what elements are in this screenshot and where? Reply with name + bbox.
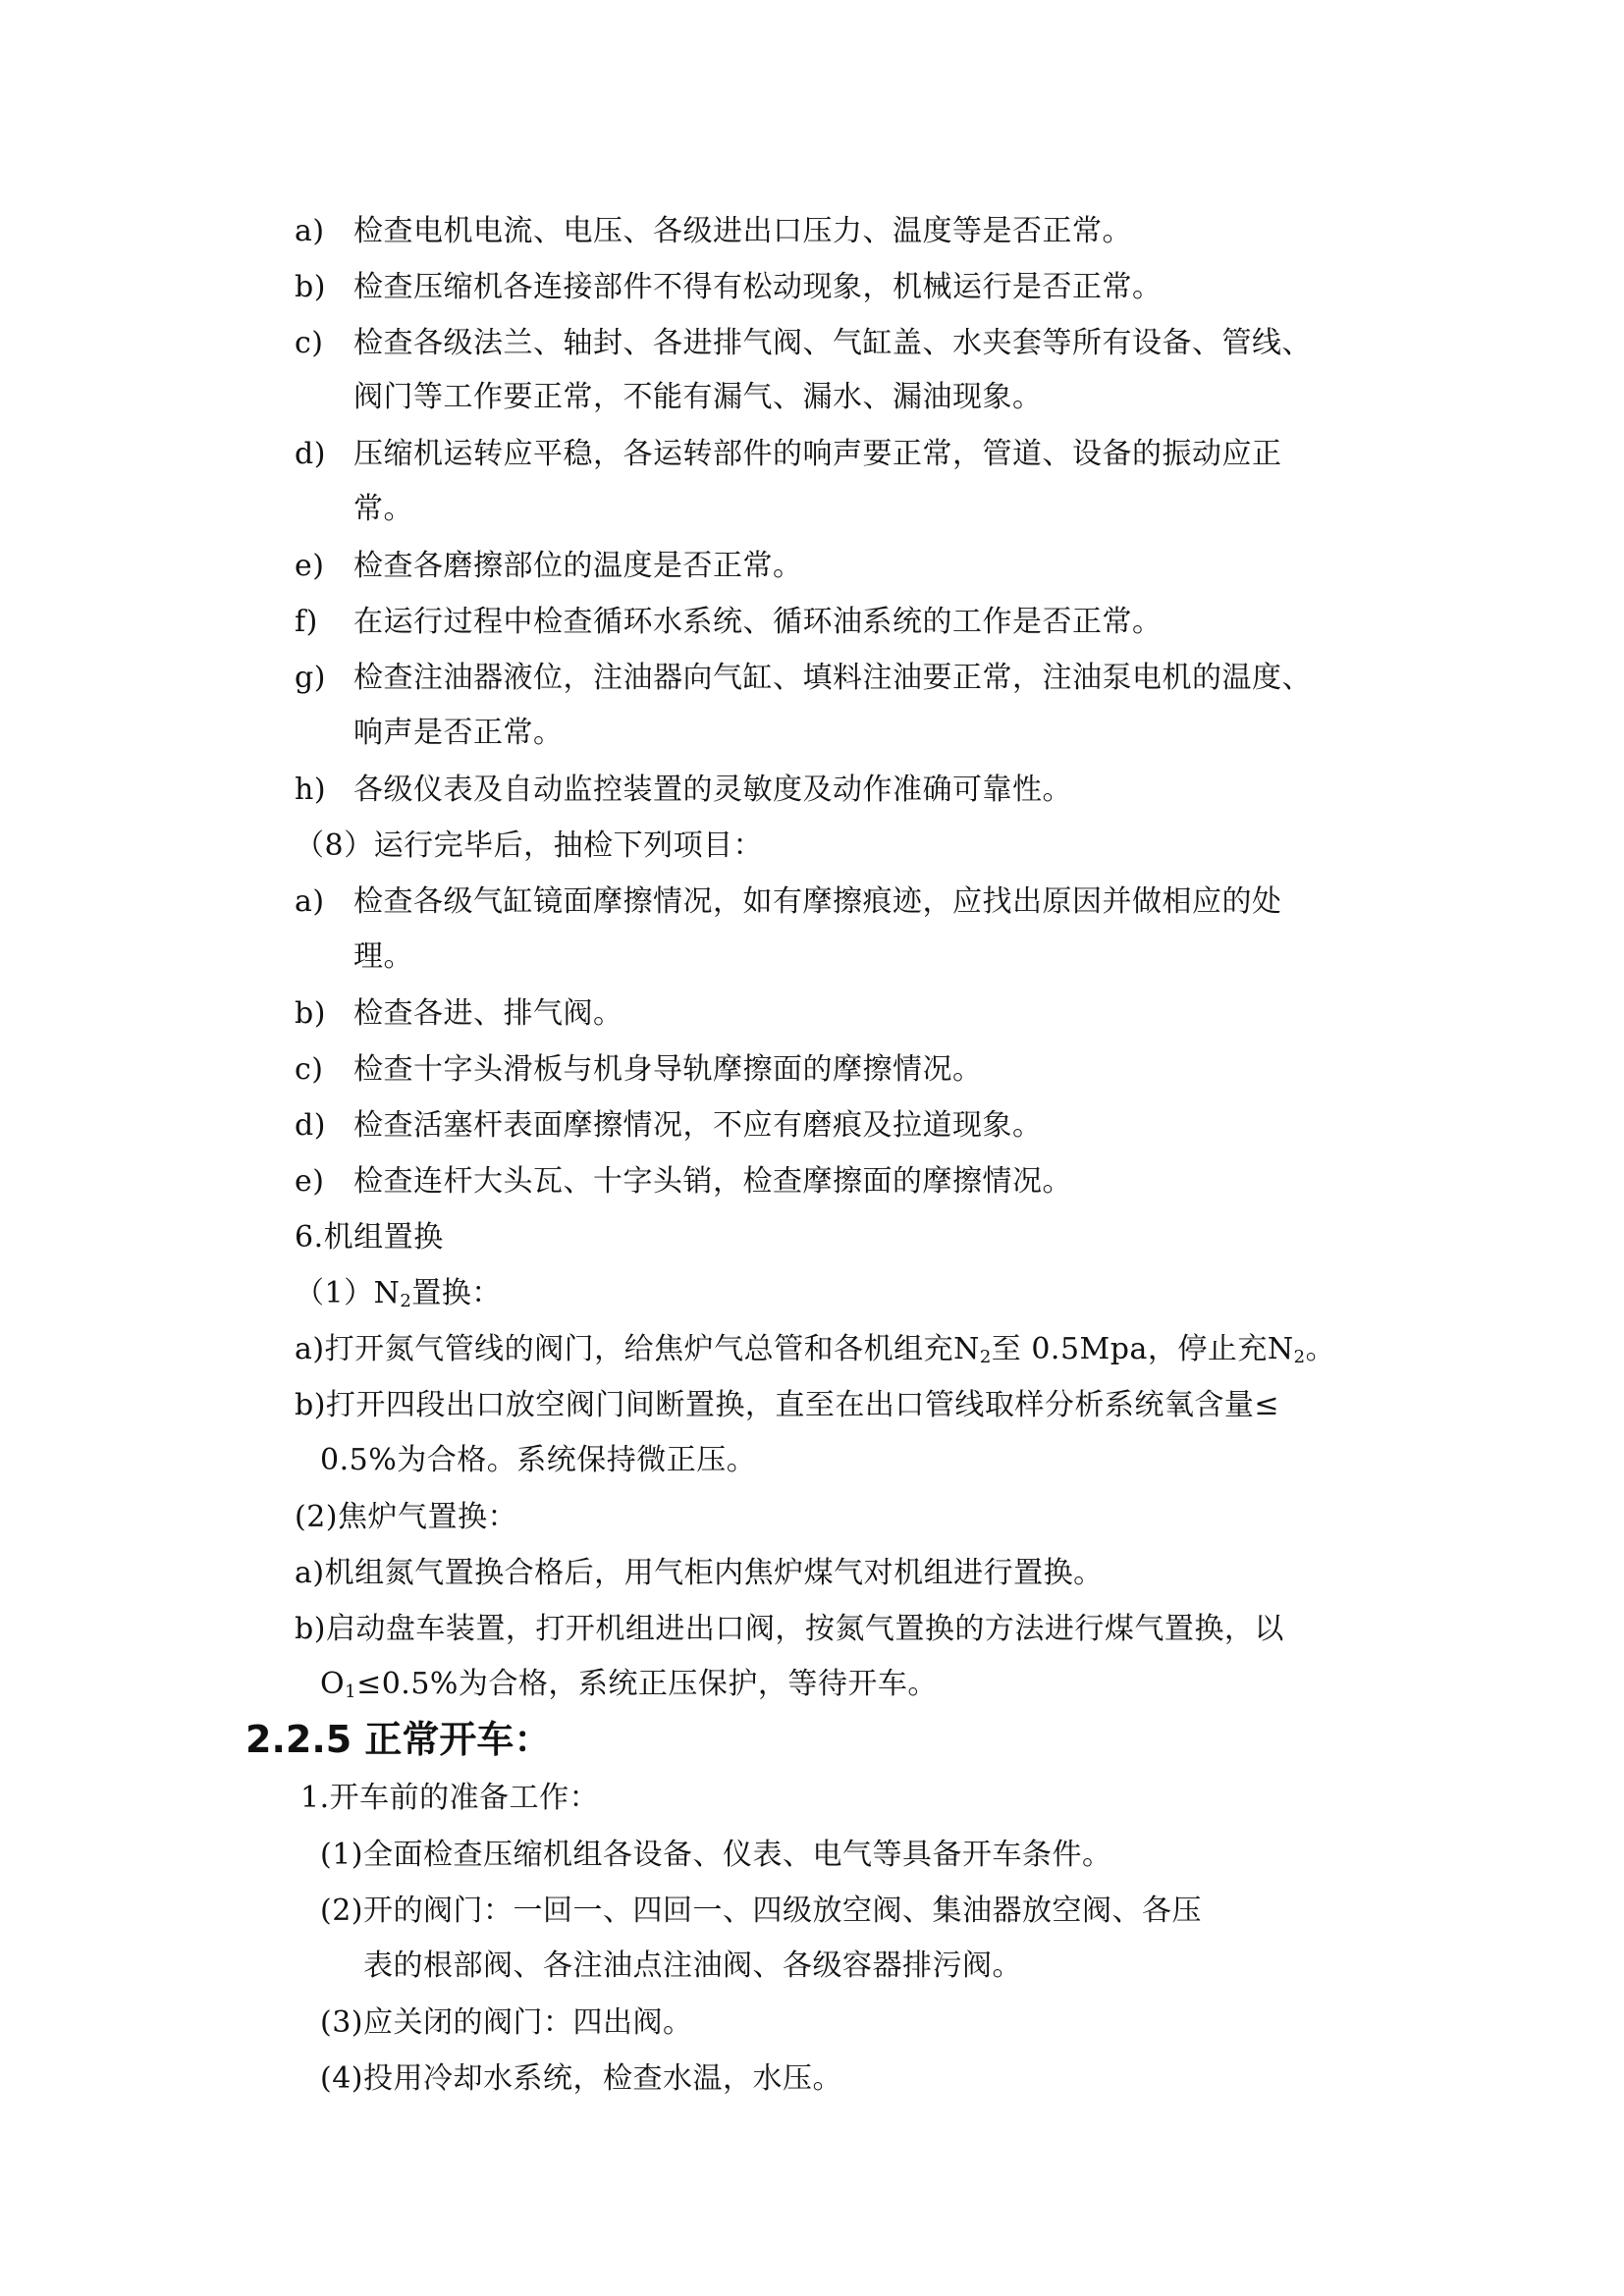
list-item: b) 检查压缩机各连接部件不得有松动现象，机械运行是否正常。	[295, 270, 1163, 304]
list-item: d) 检查活塞杆表面摩擦情况，不应有磨痕及拉道现象。	[295, 1108, 1043, 1143]
subsection-title: 1.开车前的准备工作：	[300, 1781, 600, 1815]
list-item: a)机组氮气置换合格后，用气柜内焦炉煤气对机组进行置换。	[295, 1556, 1104, 1590]
list-item: (1)全面检查压缩机组各设备、仪表、电气等具备开车条件。	[320, 1838, 1112, 1872]
section-title: （8）运行完毕后，抽检下列项目：	[295, 828, 764, 863]
list-item: (2)开的阀门：一回一、四回一、四级放空阀、集油器放空阀、各压	[320, 1894, 1202, 1928]
section-title: 6.机组置换	[295, 1220, 444, 1255]
list-item: a)打开氮气管线的阀门，给焦炉气总管和各机组充$N_2$至 0.5Mpa，停止充$N_2$。	[295, 1332, 1336, 1367]
list-item-continuation: 理。	[353, 939, 413, 974]
list-item: h) 各级仪表及自动监控装置的灵敏度及动作准确可靠性。	[295, 773, 1072, 807]
list-item: (4)投用冷却水系统，检查水温，水压。	[320, 2061, 842, 2096]
list-item: g) 检查注油器液位，注油器向气缸、填料注油要正常，注油泵电机的温度、	[295, 661, 1312, 695]
list-item: f) 在运行过程中检查循环水系统、循环油系统的工作是否正常。	[295, 605, 1163, 639]
list-item-continuation: 阀门等工作要正常，不能有漏气、漏水、漏油现象。	[353, 380, 1043, 414]
list-item-continuation: 表的根部阀、各注油点注油阀、各级容器排污阀。	[363, 1949, 1022, 1983]
list-item: e) 检查各磨擦部位的温度是否正常。	[295, 549, 803, 583]
list-item-continuation: 响声是否正常。	[353, 716, 564, 750]
list-item: c) 检查十字头滑板与机身导轨摩擦面的摩擦情况。	[295, 1052, 983, 1087]
list-item-continuation: 0.5%为合格。系统保持微正压。	[320, 1443, 757, 1477]
list-item: b) 检查各进、排气阀。	[295, 996, 623, 1031]
list-item: a) 检查各级气缸镜面摩擦情况，如有摩擦痕迹，应找出原因并做相应的处	[295, 884, 1282, 919]
list-item-continuation: $O_1\le 0.5\%$为合格，系统正压保护，等待开车。	[320, 1667, 938, 1702]
subsection-title: $(1)N_2$置换：	[295, 1276, 502, 1311]
list-item: d) 压缩机运转应平稳，各运转部件的响声要正常，管道、设备的振动应正	[295, 437, 1282, 471]
subsection-title: (2)焦炉气置换：	[295, 1500, 517, 1534]
list-item: b)打开四段出口放空阀门间断置换，直至在出口管线取样分析系统氧含量≤	[295, 1388, 1280, 1422]
list-item: b)启动盘车装置，打开机组进出口阀，按氮气置换的方法进行煤气置换，以	[295, 1612, 1284, 1646]
list-item: c) 检查各级法兰、轴封、各进排气阀、气缸盖、水夹套等所有设备、管线、	[295, 326, 1312, 360]
list-item-continuation: 常。	[353, 492, 413, 526]
section-heading: 2.2.5 正常开车：	[245, 1718, 552, 1761]
list-item: (3)应关闭的阀门：四出阀。	[320, 2005, 693, 2040]
list-item: a) 检查电机电流、电压、各级进出口压力、温度等是否正常。	[295, 214, 1132, 248]
list-item: e) 检查连杆大头瓦、十字头销，检查摩擦面的摩擦情况。	[295, 1164, 1072, 1199]
